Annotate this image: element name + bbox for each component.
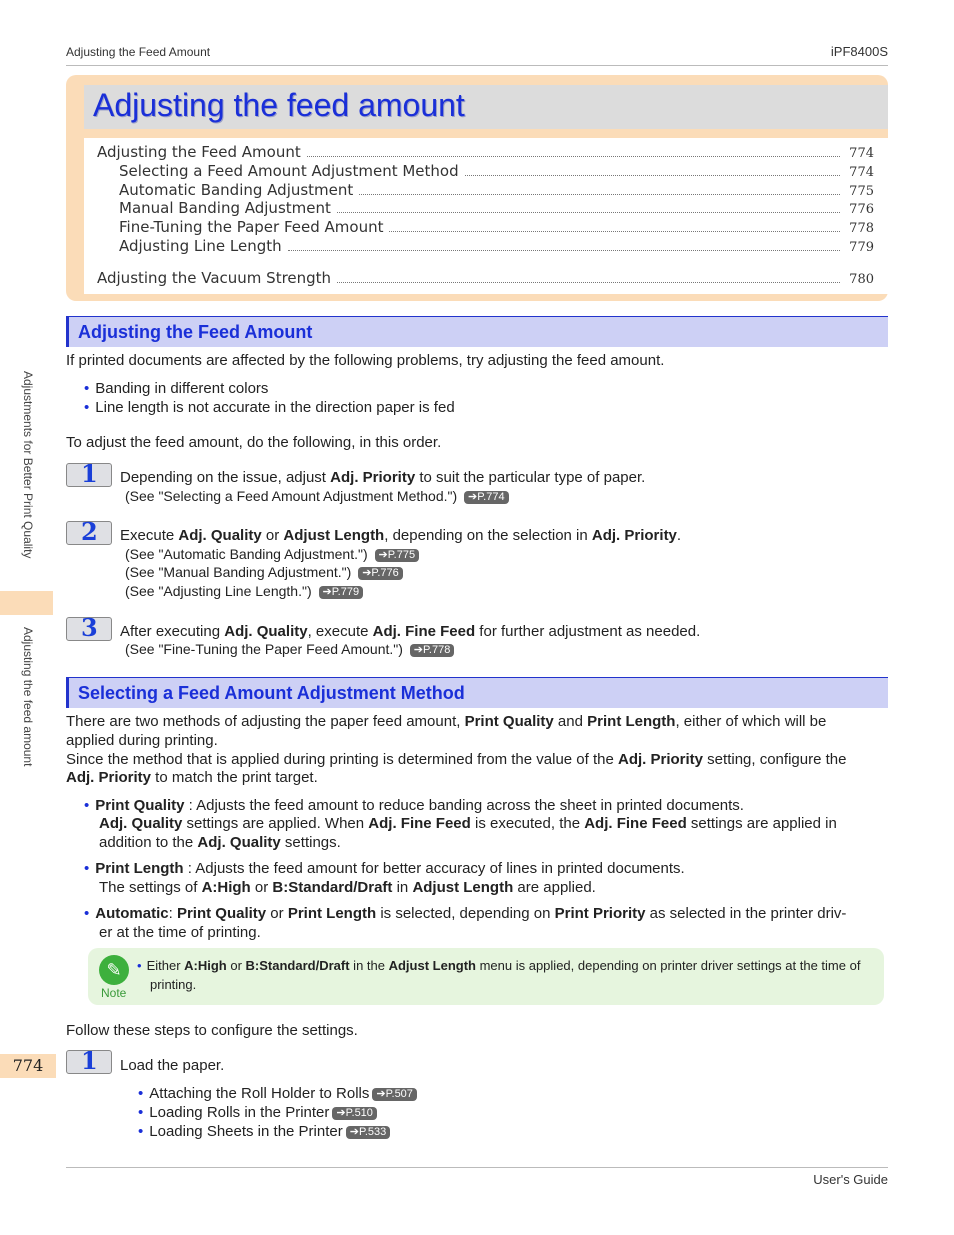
paragraph: applied during printing. [66,732,218,749]
page-title: Adjusting the feed amount [93,87,465,123]
cross-reference: (See "Adjusting Line Length.") ➔P.779 [125,583,363,599]
page-number: 774 [0,1054,56,1078]
step-text: After executing Adj. Quality, execute Adj. Fine Feed for further adjustment as needed. [120,623,701,640]
step-text: Depending on the issue, adjust Adj. Priority to suit the particular type of paper. [120,469,646,486]
page-link[interactable]: ➔P.507 [372,1088,417,1101]
step-number-badge: 1 [66,463,112,487]
section-heading: Selecting a Feed Amount Adjustment Method [66,677,888,708]
link-item[interactable]: • Loading Rolls in the Printer ➔P.510 [138,1103,377,1122]
list-item-detail: addition to the Adj. Quality settings. [99,834,341,851]
paragraph: If printed documents are affected by the following problems, try adjusting the feed amount. [66,352,665,369]
footer-label: User's Guide [813,1172,888,1187]
cross-reference: (See "Automatic Banding Adjustment.") ➔P.775 [125,546,419,562]
note-text: • Either A:High or B:Standard/Draft in the Adjust Length menu is applied, depending on printer driver settings at the time of printing. [137,958,861,992]
step-text: Load the paper. [120,1057,225,1074]
cross-reference: (See "Selecting a Feed Amount Adjustment Method.") ➔P.774 [125,488,509,504]
step-number-badge: 1 [66,1050,112,1074]
running-header-right: iPF8400S [830,44,888,59]
list-item: • Print Length : Adjusts the feed amount for better accuracy of lines in printed documents. [84,860,685,877]
note-pencil-icon: ✎ [99,955,129,985]
paragraph: Since the method that is applied during printing is determined from the value of the Adj. Priority setting, configure the [66,751,847,768]
note-label: Note [101,986,127,1000]
list-item-detail: The settings of A:High or B:Standard/Draft in Adjust Length are applied. [99,879,596,896]
list-item: • Line length is not accurate in the direction paper is fed [84,399,455,416]
page-link[interactable]: ➔P.510 [332,1107,377,1120]
step-number-badge: 3 [66,617,112,641]
link-item[interactable]: • Loading Sheets in the Printer ➔P.533 [138,1122,390,1141]
toc-item[interactable]: Manual Banding Adjustment 776 [119,199,874,217]
sidebar-section-label: Adjusting the feed amount [21,627,35,767]
paragraph: To adjust the feed amount, do the following, in this order. [66,434,442,451]
cross-reference: (See "Fine-Tuning the Paper Feed Amount.") ➔P.778 [125,641,454,657]
list-item-detail: Adj. Quality settings are applied. When Adj. Fine Feed is executed, the Adj. Fine Feed settings are applied in [99,815,837,832]
page-link[interactable]: ➔P.533 [346,1126,391,1139]
toc-item[interactable]: Fine-Tuning the Paper Feed Amount 778 [119,218,874,236]
sidebar-chapter-label: Adjustments for Better Print Quality [21,371,35,559]
page-link[interactable]: ➔P.778 [410,644,455,657]
list-item: • Print Quality : Adjusts the feed amount to reduce banding across the sheet in printed documents. [84,797,744,814]
section-heading: Adjusting the Feed Amount [66,316,888,347]
paragraph: There are two methods of adjusting the paper feed amount, Print Quality and Print Length, either of which will be [66,713,827,730]
toc-item[interactable]: Selecting a Feed Amount Adjustment Method 774 [119,162,874,180]
list-item: • Banding in different colors [84,380,269,397]
step-number-badge: 2 [66,521,112,545]
cross-reference: (See "Manual Banding Adjustment.") ➔P.776 [125,564,403,580]
page-link[interactable]: ➔P.774 [464,491,509,504]
step-text: Execute Adj. Quality or Adjust Length, depending on the selection in Adj. Priority. [120,527,682,544]
page-link[interactable]: ➔P.775 [375,549,420,562]
page-link[interactable]: ➔P.776 [358,567,403,580]
toc-item[interactable]: Adjusting the Vacuum Strength 780 [97,269,874,287]
header-divider [66,65,888,66]
toc-item[interactable]: Adjusting the Feed Amount 774 [97,143,874,161]
sidebar-section-tab [0,591,53,615]
paragraph: Follow these steps to configure the settings. [66,1022,358,1039]
paragraph: Adj. Priority to match the print target. [66,769,318,786]
toc-item[interactable]: Adjusting Line Length 779 [119,237,874,255]
footer-divider [66,1167,888,1168]
title-bar [84,85,888,129]
running-header-left: Adjusting the Feed Amount [66,45,211,59]
list-item: • Automatic: Print Quality or Print Length is selected, depending on Print Priority as selected in the printer driv- [84,905,847,922]
toc-item[interactable]: Automatic Banding Adjustment 775 [119,181,874,199]
page-link[interactable]: ➔P.779 [319,586,364,599]
link-item[interactable]: • Attaching the Roll Holder to Rolls ➔P.507 [138,1084,417,1103]
list-item-detail: er at the time of printing. [99,924,261,941]
